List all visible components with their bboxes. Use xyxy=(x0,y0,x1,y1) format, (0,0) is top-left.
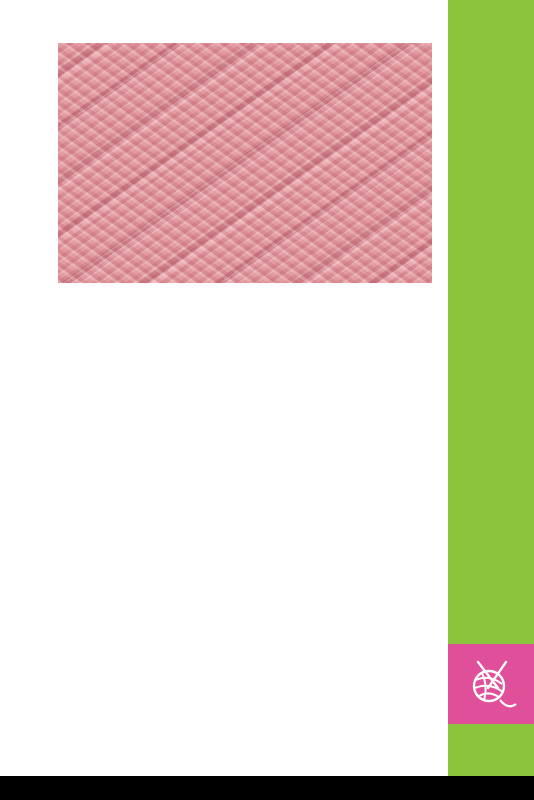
icon-box xyxy=(448,644,534,724)
footer-bar xyxy=(0,776,534,800)
knitting-chart xyxy=(123,303,351,443)
chapter-title xyxy=(452,400,530,640)
page-number xyxy=(448,728,524,748)
yarn-ball-icon xyxy=(448,644,534,724)
knitting-sample-photo xyxy=(58,43,432,283)
